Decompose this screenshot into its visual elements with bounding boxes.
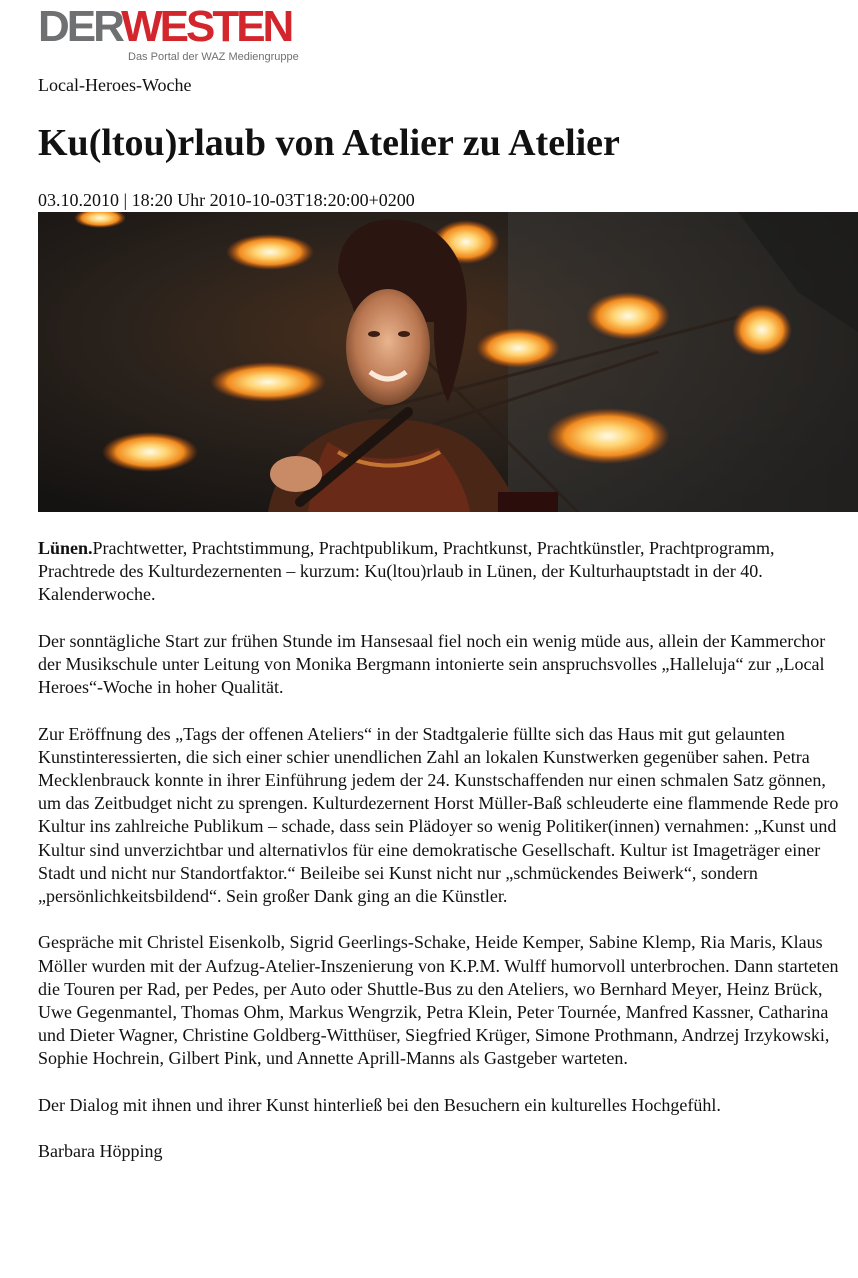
article-paragraph-3: Gespräche mit Christel Eisenkolb, Sigrid Geerlings-Schake, Heide Kemper, Sabine Klemp, Ria Maris, Klaus Möller wurden mit der Aufzug-Atelier-Inszenierung von K.P.M. Wulff humorvoll unterbrochen. Dann starteten die Touren per Rad, per Pedes, per Auto oder Shuttle-Bus zu den Ateliers, wo Bernhard Meyer, Heinz Brück, Uwe Gegenmantel, Thomas Ohm, Markus Wengrzik, Petra Klein, Peter Tournée, Manfred Kassner, Catharina und Dieter Wagner, Christine Goldberg-Witthüser, Siegfried Krüger, Simone Prothmann, Andrzej Irzykowski, Sophie Hochrein, Gilbert Pink, und Annette Aprill-Manns als Gastgeber warteten. xyxy=(38,932,839,1069)
article-lead-text: Prachtwetter, Prachtstimmung, Prachtpublikum, Prachtkunst, Prachtkünstler, Prachtprogramm, Prachtrede des Kulturdezernenten – kurzum: Ku(ltou)rlaub in Lünen, der Kulturhauptstadt in der 40. Kalenderwoche. xyxy=(38,538,775,605)
logo-wordmark xyxy=(38,2,291,52)
article-kicker: Local-Heroes-Woche xyxy=(38,75,192,95)
logo-westen: WESTEN xyxy=(121,2,292,51)
article-lead-paragraph xyxy=(38,537,850,607)
article-author: Barbara Höpping xyxy=(38,1141,163,1162)
article-paragraph-2: Zur Eröffnung des „Tags der offenen Ateliers“ in der Stadtgalerie füllte sich das Haus mit gut gelaunten Kunstinteressierten, die sich einer schier unendlichen Zahl an lokalen Kunstwerken gegenüber sahen. Petra Mecklenbrauck konnte in ihrer Einführung jedem der 24. Kunstschaffenden nur einen schmalen Satz gönnen, um das Zeitbudget nicht zu sprengen. Kulturdezernent Horst Müller-Baß schleuderte eine flammende Rede pro Kultur ins zahlreiche Publikum – schade, dass sein Plädoyer so wenig Politiker(innen) vernahmen: „Kunst und Kultur sind unverzichtbar und alternativlos für eine demokratische Gesellschaft. Kultur ist Imageträger einer Stadt und nicht nur Standortfaktor.“ Beileibe sei Kunst nicht nur „schmückendes Beiwerk“, sondern „persönlichkeitsbildend“. Sein großer Dank ging an die Künstler. xyxy=(38,723,839,907)
article-place: Lünen. xyxy=(38,538,93,558)
derwesten-logo[interactable] xyxy=(38,2,304,68)
article-body xyxy=(38,537,850,1187)
logo-tagline: Das Portal der WAZ Mediengruppe xyxy=(128,51,299,63)
article-paragraph-1: Der sonntägliche Start zur frühen Stunde im Hansesaal fiel noch ein wenig müde aus, allein der Kammerchor der Musikschule unter Leitung von Monika Bergmann intonierte sein anspruchsvolles „Halleluja“ zur „Local Heroes“-Woche in hoher Qualität. xyxy=(38,630,826,698)
article-dateline: 03.10.2010 | 18:20 Uhr 2010-10-03T18:20:00+0200 xyxy=(38,190,415,210)
article-paragraph-4: Der Dialog mit ihnen und ihrer Kunst hinterließ bei den Besuchern ein kulturelles Hochgefühl. xyxy=(38,1094,721,1115)
article-headline: Ku(ltou)rlaub von Atelier zu Atelier xyxy=(38,122,620,164)
logo-der: DER xyxy=(38,2,122,51)
article-photo-fire-performer xyxy=(38,212,858,512)
